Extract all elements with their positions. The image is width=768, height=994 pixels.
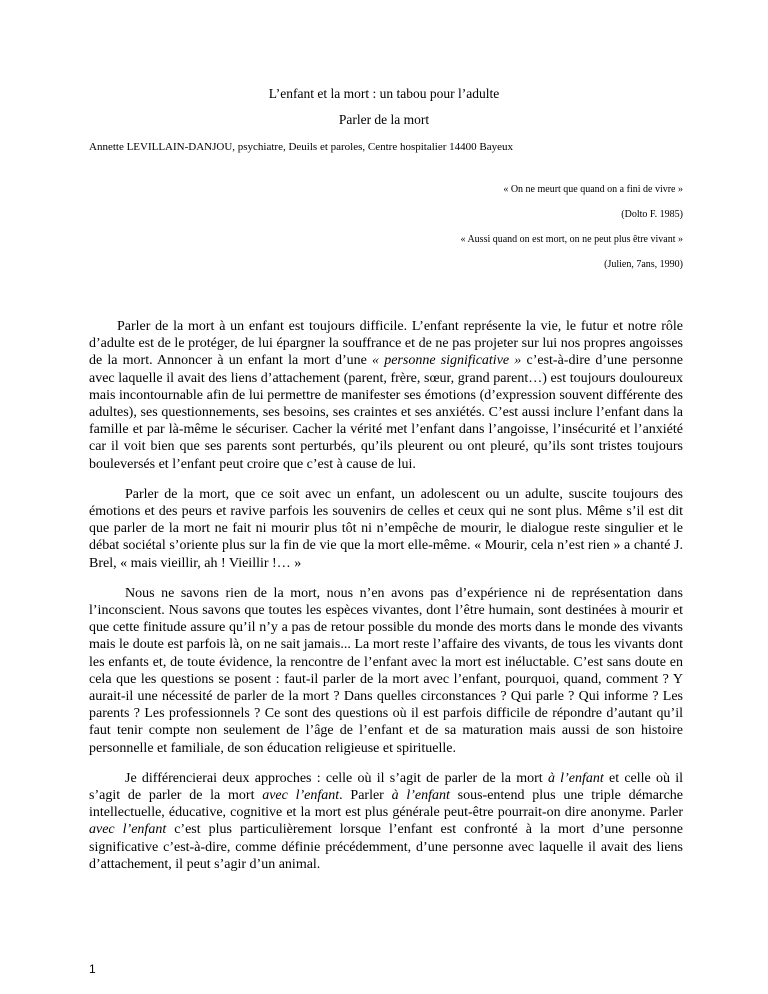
paragraph-4 [89, 770, 683, 873]
paragraph-4-italic-1: à l’enfant [547, 770, 604, 786]
document-title: L’enfant et la mort : un tabou pour l’adulte [268, 86, 500, 101]
paragraph-3: Nous ne savons rien de la mort, nous n’en avons pas d’expérience ni de représentation dans l’inconscient. Nous savons que toutes les espèces vivantes, dont l’être humain, sont destinées à mourir et que cette finitude assure qu’il n’y a pas de retour possible du monde des morts dans le monde des vivants mais le doute est parfois là, on ne sait jamais... La mort reste l’affaire des vivants, de tous les vivants dont les enfants et, de toute évidence, la rencontre de l’enfant avec la mort est inéluctable. C’est sans doute en cela que les questions se posent : faut-il parler de la mort avec l’enfant, pourquoi, quand, comment ? Y aurait-il une nécessité de parler de la mort ? Dans quelles circonstances ? Qui parle ? Qui informe ? Les parents ? Les professionnels ? Ce sont des questions où il est parfois difficile de répondre d’autant qu’il faut tenir compte non seulement de l’âge de l’enfant et de sa maturation mais aussi de son histoire personnelle et familiale, de son éducation religieuse et spirituelle. [89, 585, 683, 756]
author-line: Annette LEVILLAIN-DANJOU, psychiatre, Deuils et paroles, Centre hospitalier 14400 Bayeux [89, 141, 513, 153]
paragraph-4-italic-4: avec l’enfant [89, 822, 167, 838]
paragraph-4-part-d: sous-entend plus une triple démarche intellectuelle, éducative, cognitive et la mort est plus générale peut-être pourrait-on dire anonyme. Parler [89, 788, 684, 821]
document-subtitle: Parler de la mort [338, 112, 430, 127]
paragraph-4-italic-3: à l’enfant [391, 788, 450, 804]
paragraph-1-part-b: c’est-à-dire d’une personne avec laquelle il avait des liens d’attachement (parent, frère, sœur, grand parent…) est toujours douloureux mais incontournable afin de lui permettre de manifester ses émotions (d’expression souvent différente des adultes), ses questionnements, ses besoins, ses craintes et ses anxiétés. C’est aussi inclure l’enfant dans la famille et par là-même le sécuriser. Cacher la vérité met l’enfant dans l’angoisse, l’insécurité et l’anxiété car il voit bien que ses parents sont perturbés, qu’ils pleurent ou ont pleuré, qu’ils sont tristes toujours bouleversés et l’enfant peut croire que c’est à cause de lui. [89, 353, 683, 472]
epigraph-quote-2: « Aussi quand on est mort, on ne peut plus être vivant » [460, 234, 683, 245]
paragraph-4-part-c: . Parler [339, 788, 392, 804]
epigraphs [183, 184, 683, 284]
page-number: 1 [89, 962, 96, 976]
paragraph-1 [89, 318, 683, 473]
paragraph-1-part-a: Parler de la mort à un enfant est toujours difficile. L’enfant représente la vie, le futur et notre rôle d’adulte est de le protéger, de lui épargner la souffrance et de ne pas projeter sur lui nos propres angoisses de la mort. Annoncer à un enfant la mort d’une [89, 319, 683, 369]
paragraph-4-part-b: et celle où il s’agit de parler de la mort [89, 770, 683, 804]
epigraph-source-2: (Julien, 7ans, 1990) [604, 259, 683, 270]
paragraph-4-italic-2: avec l’enfant [262, 788, 340, 804]
body-text [89, 318, 683, 886]
paragraph-1-italic: « personne significative » [372, 353, 522, 369]
epigraph-source-1: (Dolto F. 1985) [621, 209, 683, 220]
paragraph-4-part-a: Je différencierai deux approches : celle où il s’agit de parler de la mort [125, 770, 548, 786]
epigraph-quote-1: « On ne meurt que quand on a fini de vivre » [503, 184, 683, 195]
paragraph-4-part-e: c’est plus particulièrement lorsque l’enfant est confronté à la mort d’une personne significative c’est-à-dire, comme définie précédemment, d’une personne avec laquelle il avait des liens d’attachement, il peut s’agir d’un animal. [89, 822, 683, 872]
paragraph-2: Parler de la mort, que ce soit avec un enfant, un adolescent ou un adulte, suscite toujours des émotions et des peurs et ravive parfois les souvenirs de celles et ceux qui ne sont plus. Même s’il est dit que parler de la mort ne fait ni mourir plus tôt ni n’empêche de mourir, le dialogue reste singulier et le débat sociétal s’oriente plus sur la fin de vie que la mort elle-même. « Mourir, cela n’est rien » a chanté J. Brel, « mais vieillir, ah ! Vieillir !… » [89, 486, 683, 571]
